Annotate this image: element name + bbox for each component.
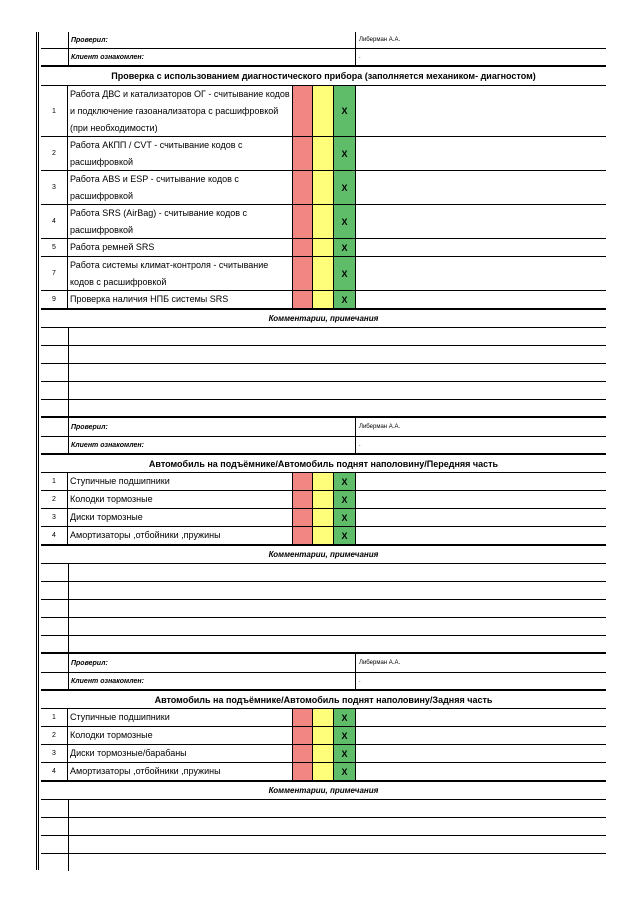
mechanic-name: Либерман А.А. bbox=[359, 424, 401, 430]
comment-line[interactable] bbox=[41, 800, 606, 818]
item-text: Диски тормозные bbox=[70, 512, 143, 522]
item-text: Амортизаторы ,отбойники ,пружины bbox=[70, 766, 221, 776]
comment-cell[interactable] bbox=[68, 346, 606, 363]
fail-cell[interactable] bbox=[292, 473, 313, 490]
comment-line[interactable] bbox=[41, 636, 606, 654]
checked-by-label: Проверил: bbox=[68, 418, 356, 436]
pass-cell[interactable]: X bbox=[334, 205, 356, 238]
warning-cell[interactable] bbox=[313, 745, 334, 762]
comment-line[interactable] bbox=[41, 382, 606, 400]
fail-cell[interactable] bbox=[292, 527, 313, 544]
checked-by-label: Проверил: bbox=[68, 654, 356, 672]
page-margin-line bbox=[36, 32, 37, 870]
warning-cell[interactable] bbox=[313, 763, 334, 780]
item-number: 7 bbox=[41, 257, 68, 290]
fail-cell[interactable] bbox=[292, 205, 313, 238]
pass-cell[interactable]: X bbox=[334, 491, 356, 508]
item-text: Работа SRS (AirBag) - считывание кодов с расшифровкой bbox=[70, 207, 247, 235]
fail-cell[interactable] bbox=[292, 709, 313, 726]
checked-by-label: Проверил: bbox=[68, 32, 356, 48]
comment-line[interactable] bbox=[41, 364, 606, 382]
checklist-row bbox=[41, 727, 606, 745]
checklist-row bbox=[41, 763, 606, 782]
comment-line[interactable] bbox=[41, 836, 606, 854]
comment-cell[interactable] bbox=[68, 800, 606, 817]
comment-line[interactable] bbox=[41, 818, 606, 836]
item-text: Ступичные подшипники bbox=[70, 476, 170, 486]
checklist-row bbox=[41, 291, 606, 310]
comments-title: Комментарии, примечания bbox=[41, 546, 606, 564]
comment-cell[interactable] bbox=[68, 564, 606, 581]
checklist-row bbox=[41, 527, 606, 546]
checklist-row bbox=[41, 257, 606, 291]
pass-cell[interactable]: X bbox=[334, 137, 356, 170]
pass-cell[interactable]: X bbox=[334, 745, 356, 762]
fail-cell[interactable] bbox=[292, 727, 313, 744]
item-number: 2 bbox=[41, 137, 68, 170]
checklist-row bbox=[41, 239, 606, 257]
warning-cell[interactable] bbox=[313, 171, 334, 204]
client-acknowledged-label: Клиент ознакомлен: bbox=[68, 49, 356, 65]
item-text: Колодки тормозные bbox=[70, 730, 153, 740]
item-text: Работа АКПП / CVT - считывание кодов с расшифровкой bbox=[70, 139, 243, 167]
comment-line[interactable] bbox=[41, 582, 606, 600]
fail-cell[interactable] bbox=[292, 137, 313, 170]
fail-cell[interactable] bbox=[292, 171, 313, 204]
client-acknowledged-value: . bbox=[359, 678, 361, 684]
pass-cell[interactable]: X bbox=[334, 763, 356, 780]
client-acknowledged-label: Клиент ознакомлен: bbox=[68, 673, 356, 689]
item-text: Работа ABS и ESP - считывание кодов с расшифровкой bbox=[70, 173, 239, 201]
item-number: 3 bbox=[41, 171, 68, 204]
item-number: 2 bbox=[41, 727, 68, 744]
checklist-row bbox=[41, 205, 606, 239]
mechanic-name: Либерман А.А. bbox=[359, 660, 401, 666]
comment-line[interactable] bbox=[41, 400, 606, 418]
warning-cell[interactable] bbox=[313, 527, 334, 544]
item-text: Диски тормозные/барабаны bbox=[70, 748, 187, 758]
comment-cell[interactable] bbox=[68, 618, 606, 635]
checklist-row bbox=[41, 491, 606, 509]
pass-cell[interactable]: X bbox=[334, 527, 356, 544]
warning-cell[interactable] bbox=[313, 257, 334, 290]
comment-cell[interactable] bbox=[68, 836, 606, 853]
section-title: Автомобиль на подъёмнике/Автомобиль поднят наполовину/Передняя часть bbox=[41, 455, 606, 473]
pass-cell[interactable]: X bbox=[334, 86, 356, 136]
comment-line[interactable] bbox=[41, 564, 606, 582]
client-acknowledged-row bbox=[41, 49, 606, 67]
client-acknowledged-row bbox=[41, 673, 606, 691]
inspection-sheet bbox=[41, 32, 606, 871]
fail-cell[interactable] bbox=[292, 86, 313, 136]
comment-cell[interactable] bbox=[68, 328, 606, 345]
checked-by-row bbox=[41, 654, 606, 673]
warning-cell[interactable] bbox=[313, 137, 334, 170]
comment-cell[interactable] bbox=[68, 854, 606, 871]
warning-cell[interactable] bbox=[313, 291, 334, 308]
comment-cell[interactable] bbox=[68, 364, 606, 381]
mechanic-name: Либерман А.А. bbox=[359, 37, 401, 43]
item-number: 4 bbox=[41, 205, 68, 238]
item-text: Ступичные подшипники bbox=[70, 712, 170, 722]
item-number: 5 bbox=[41, 239, 68, 256]
item-number: 9 bbox=[41, 291, 68, 308]
fail-cell[interactable] bbox=[292, 257, 313, 290]
section-title: Автомобиль на подъёмнике/Автомобиль поднят наполовину/Задняя часть bbox=[41, 691, 606, 709]
page-margin-line bbox=[38, 32, 39, 870]
pass-cell[interactable]: X bbox=[334, 171, 356, 204]
item-number: 3 bbox=[41, 745, 68, 762]
item-text: Амортизаторы ,отбойники ,пружины bbox=[70, 530, 221, 540]
fail-cell[interactable] bbox=[292, 763, 313, 780]
item-number: 3 bbox=[41, 509, 68, 526]
item-number: 1 bbox=[41, 86, 68, 136]
comments-title: Комментарии, примечания bbox=[41, 310, 606, 328]
checklist-row bbox=[41, 473, 606, 491]
item-text: Проверка наличия НПБ системы SRS bbox=[70, 294, 229, 304]
pass-cell[interactable]: X bbox=[334, 291, 356, 308]
item-text: Работа ремней SRS bbox=[70, 242, 155, 252]
warning-cell[interactable] bbox=[313, 239, 334, 256]
pass-cell[interactable]: X bbox=[334, 257, 356, 290]
item-text: Работа ДВС и катализаторов ОГ - считывание кодов и подключение газоанализатора с расшифровкой (при необходимости) bbox=[70, 88, 290, 133]
checked-by-row bbox=[41, 32, 606, 49]
client-acknowledged-value: . bbox=[359, 442, 361, 448]
fail-cell[interactable] bbox=[292, 491, 313, 508]
comment-cell[interactable] bbox=[68, 582, 606, 599]
checklist-row bbox=[41, 86, 606, 137]
client-acknowledged-row bbox=[41, 437, 606, 455]
fail-cell[interactable] bbox=[292, 291, 313, 308]
checklist-row bbox=[41, 509, 606, 527]
client-acknowledged-value: . bbox=[359, 54, 361, 60]
warning-cell[interactable] bbox=[313, 727, 334, 744]
warning-cell[interactable] bbox=[313, 509, 334, 526]
comment-cell[interactable] bbox=[68, 818, 606, 835]
pass-cell[interactable]: X bbox=[334, 473, 356, 490]
comment-line[interactable] bbox=[41, 600, 606, 618]
warning-cell[interactable] bbox=[313, 86, 334, 136]
comment-cell[interactable] bbox=[68, 636, 606, 652]
comments-title: Комментарии, примечания bbox=[41, 782, 606, 800]
comment-cell[interactable] bbox=[68, 600, 606, 617]
item-number: 1 bbox=[41, 709, 68, 726]
pass-cell[interactable]: X bbox=[334, 709, 356, 726]
item-number: 1 bbox=[41, 473, 68, 490]
item-text: Колодки тормозные bbox=[70, 494, 153, 504]
checklist-row bbox=[41, 137, 606, 171]
fail-cell[interactable] bbox=[292, 239, 313, 256]
warning-cell[interactable] bbox=[313, 709, 334, 726]
checklist-row bbox=[41, 709, 606, 727]
client-acknowledged-label: Клиент ознакомлен: bbox=[68, 437, 356, 453]
checklist-row bbox=[41, 745, 606, 763]
comment-line[interactable] bbox=[41, 618, 606, 636]
comment-line[interactable] bbox=[41, 854, 606, 871]
warning-cell[interactable] bbox=[313, 205, 334, 238]
warning-cell[interactable] bbox=[313, 491, 334, 508]
pass-cell[interactable]: X bbox=[334, 509, 356, 526]
pass-cell[interactable]: X bbox=[334, 727, 356, 744]
fail-cell[interactable] bbox=[292, 745, 313, 762]
pass-cell[interactable]: X bbox=[334, 239, 356, 256]
item-text: Работа системы климат-контроля - считывание кодов с расшифровкой bbox=[70, 259, 269, 287]
section-title: Проверка с использованием диагностического прибора (заполняется механиком- диагностом) bbox=[41, 67, 606, 86]
checked-by-row bbox=[41, 418, 606, 437]
comment-cell[interactable] bbox=[68, 382, 606, 399]
fail-cell[interactable] bbox=[292, 509, 313, 526]
comment-cell[interactable] bbox=[68, 400, 606, 416]
comment-line[interactable] bbox=[41, 346, 606, 364]
item-number: 4 bbox=[41, 763, 68, 780]
item-number: 4 bbox=[41, 527, 68, 544]
comment-line[interactable] bbox=[41, 328, 606, 346]
warning-cell[interactable] bbox=[313, 473, 334, 490]
item-number: 2 bbox=[41, 491, 68, 508]
checklist-row bbox=[41, 171, 606, 205]
